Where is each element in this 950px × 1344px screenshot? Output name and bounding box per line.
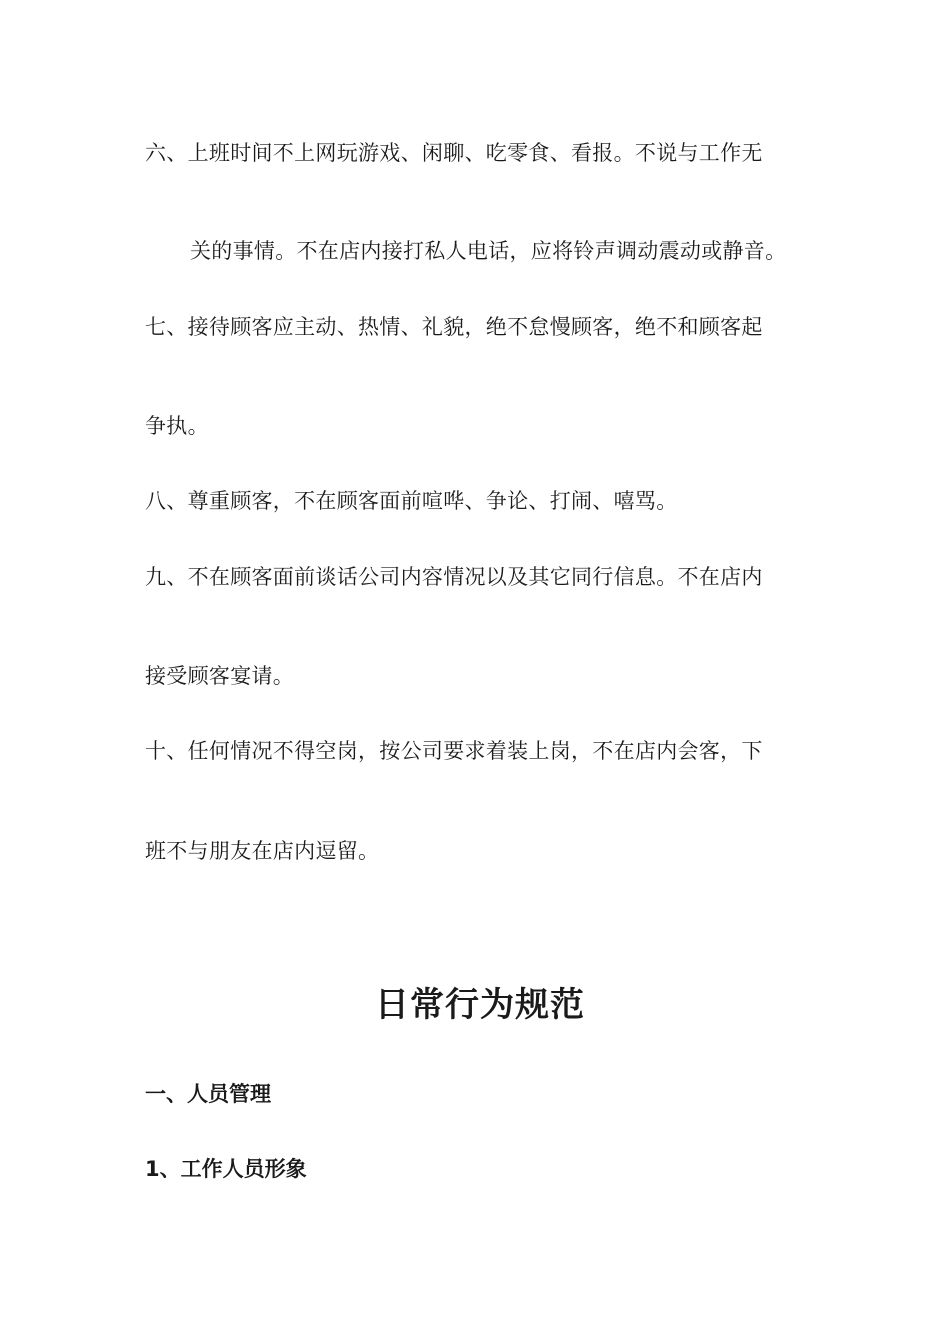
rule-7-line-2: 争执。	[145, 414, 209, 438]
rule-10-line-2: 班不与朋友在店内逗留。	[145, 839, 380, 863]
rule-6-line-2: 关的事情。不在店内接打私人电话，应将铃声调动震动或静音。	[190, 239, 787, 263]
rule-8-line-1: 八、尊重顾客，不在顾客面前喧哗、争论、打闹、嘻骂。	[145, 489, 678, 513]
rule-9-line-2: 接受顾客宴请。	[145, 664, 295, 688]
heading-personnel-management: 一、人员管理	[145, 1082, 271, 1106]
heading-staff-image: 1、工作人员形象	[145, 1157, 307, 1181]
rule-10-line-1: 十、任何情况不得空岗，按公司要求着装上岗，不在店内会客，下	[145, 739, 763, 763]
rule-6-line-1: 六、上班时间不上网玩游戏、闲聊、吃零食、看报。不说与工作无	[145, 141, 763, 165]
rule-9-line-1: 九、不在顾客面前谈话公司内容情况以及其它同行信息。不在店内	[145, 565, 763, 589]
section-title: 日常行为规范	[375, 985, 585, 1025]
rule-7-line-1: 七、接待顾客应主动、热情、礼貌，绝不怠慢顾客，绝不和顾客起	[145, 315, 763, 339]
